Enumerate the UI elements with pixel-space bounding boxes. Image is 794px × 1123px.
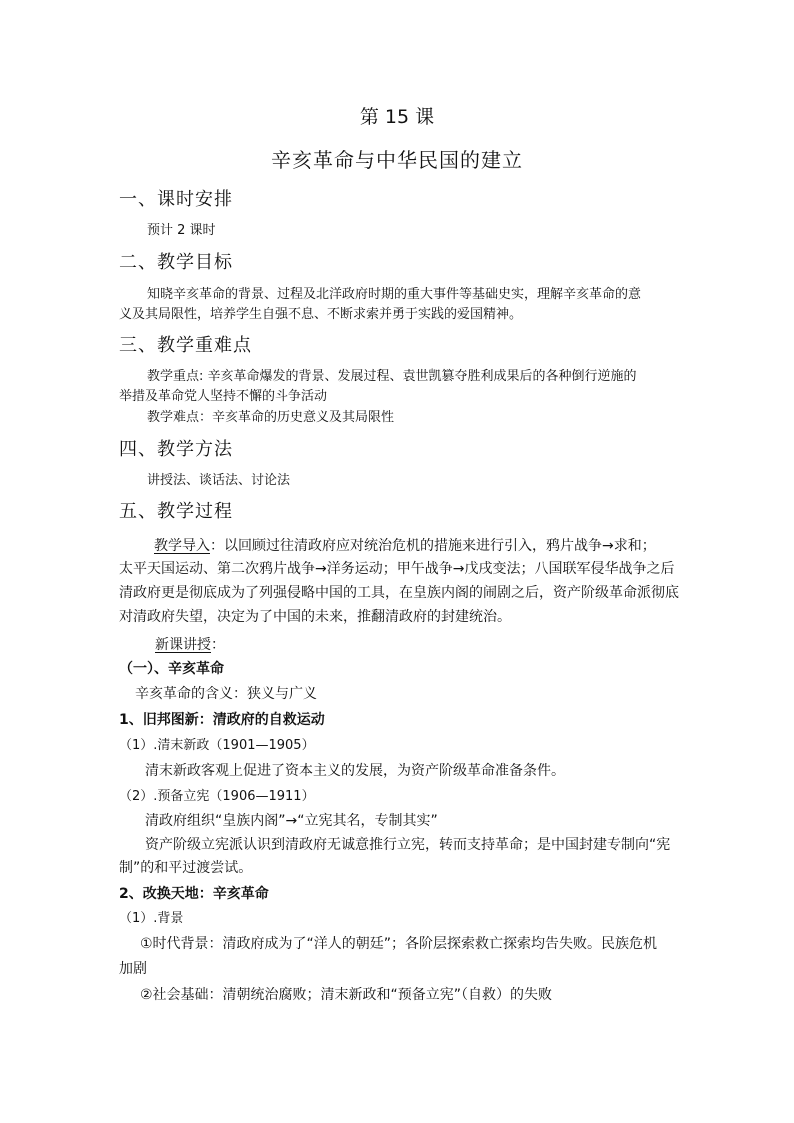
background-1-line-b: 加剧	[119, 961, 147, 977]
subsection-1-2-text: 清政府组织“皇族内阁”→“立宪其名，专制其实”	[145, 813, 438, 829]
section-heading-goals: 二、教学目标	[119, 252, 233, 273]
subsection-1-1-text: 清末新政客观上促进了资本主义的发展，为资产阶级革命准备条件。	[145, 763, 565, 779]
intro-line-3: 清政府更是彻底成为了列强侵略中国的工具，在皇族内阁的闹剧之后，资产阶级革命派彻底	[119, 585, 679, 601]
background-2-line: ②社会基础：清朝统治腐败；清末新政和“预备立宪”（自救）的失败	[140, 987, 553, 1003]
subsection-1-2-text-2a: 资产阶级立宪派认识到清政府无诚意推行立宪，转而支持革命；是中国封建专制向“宪	[145, 837, 671, 853]
meaning-line: 辛亥革命的含义：狭义与广义	[135, 686, 317, 702]
new-lesson-colon: ：	[211, 637, 225, 653]
lesson-number: 第 15 课	[359, 106, 435, 128]
subsection-1-heading: 1、旧邦图新：清政府的自救运动	[119, 712, 325, 728]
section-heading-process: 五、教学过程	[119, 501, 233, 522]
goals-line-1: 知晓辛亥革命的背景、过程及北洋政府时期的重大事件等基础史实，理解辛亥革命的意	[147, 287, 642, 302]
intro-line-2: 太平天国运动、第二次鸦片战争→洋务运动；甲午战争→戊戌变法；八国联军侵华战争之后	[119, 561, 675, 577]
subsection-1-2: （2）.预备立宪（1906—1911）	[119, 789, 315, 804]
section-heading-methods: 四、教学方法	[119, 439, 233, 460]
methods-text: 讲授法、谈话法、讨论法	[147, 473, 291, 488]
subsection-2-heading: 2、改换天地：辛亥革命	[119, 886, 269, 902]
intro-text-1: ：以回顾过往清政府应对统治危机的措施来进行引入，鸦片战争→求和；	[210, 538, 656, 554]
subsection-2-1: （1）.背景	[119, 911, 184, 926]
intro-line-1	[154, 539, 656, 553]
background-1-line-a: ①时代背景：清政府成为了“洋人的朝廷”；各阶层探索救亡探索均告失败。民族危机	[140, 936, 658, 952]
difficult-points-line: 教学难点：辛亥革命的历史意义及其局限性	[147, 410, 395, 425]
lesson-title: 辛亥革命与中华民国的建立	[271, 148, 523, 172]
new-lesson-line	[155, 638, 225, 652]
intro-label: 教学导入	[154, 538, 210, 554]
key-points-line-1: 教学重点: 辛亥革命爆发的背景、发展过程、袁世凯篡夺胜利成果后的各种倒行逆施的	[147, 369, 637, 384]
schedule-text: 预计 2 课时	[147, 223, 216, 238]
new-lesson-label: 新课讲授	[155, 637, 211, 653]
goals-line-2: 义及其局限性，培养学生自强不息、不断求索并勇于实践的爱国精神。	[119, 307, 523, 322]
key-points-line-2: 举措及革命党人坚持不懈的斗争活动	[119, 389, 328, 404]
subsection-1-1: （1）.清末新政（1901—1905）	[119, 738, 315, 753]
section-heading-key-points: 三、教学重难点	[119, 335, 252, 356]
intro-line-4: 对清政府失望，决定为了中国的未来，推翻清政府的封建统治。	[119, 609, 511, 625]
section-heading-schedule: 一、课时安排	[119, 189, 233, 210]
subsection-1-2-text-2b: 制”的和平过渡尝试。	[119, 860, 253, 876]
part-1-heading: （一）、辛亥革命	[119, 661, 224, 677]
